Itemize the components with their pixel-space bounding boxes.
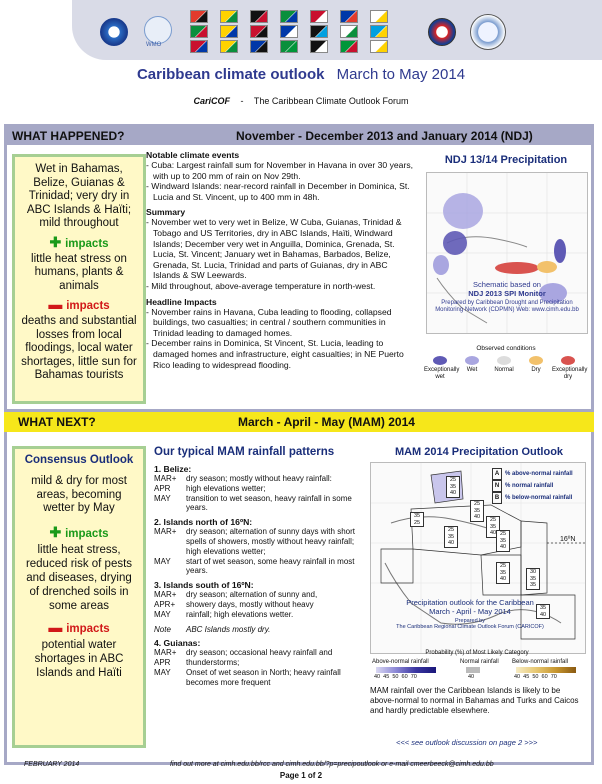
member-flag <box>250 40 268 53</box>
mam-prob-value: 25 <box>447 527 455 533</box>
ndj-legend-swatch <box>433 356 447 365</box>
member-flag <box>250 25 268 38</box>
region-row <box>154 658 362 668</box>
prob-below-label: Below-normal rainfall <box>512 659 569 665</box>
region-month: Note <box>154 624 171 634</box>
mam-prob-box <box>410 512 424 527</box>
ndj-legend-swatch <box>497 356 511 365</box>
mam-prob-value: 35 <box>499 537 507 544</box>
minus-icon: ▬ <box>48 296 67 312</box>
mam-prob-box <box>496 530 510 552</box>
what-next-period: March - April - May (MAM) 2014 <box>238 415 415 429</box>
ndj-legend-label: Exceptionally dry <box>552 367 588 380</box>
ndj-legend-swatch <box>529 356 543 365</box>
footer-links[interactable]: find out more at cimh.edu.bb/rcc and cimh.edu.bb/?p=precipoutlook or e-mail cmeerbeeck@cimh.edu.bb <box>170 761 494 768</box>
what-happened-label: WHAT HAPPENED? <box>12 129 125 143</box>
mam-map-title: MAM 2014 Precipitation Outlook <box>394 446 564 458</box>
member-flag <box>250 10 268 23</box>
wh-minus-label: impacts <box>66 300 110 312</box>
member-flag <box>280 40 298 53</box>
region-table <box>154 648 362 687</box>
plus-icon: ✚ <box>49 523 66 540</box>
region-heading: 1. Belize: <box>154 464 192 474</box>
wh-minus-impacts <box>15 298 143 313</box>
region-row <box>154 494 362 514</box>
member-flag <box>340 10 358 23</box>
subtitle-name: The Caribbean Climate Outlook Forum <box>253 96 409 106</box>
ndj-legend-item <box>488 356 520 374</box>
summary-item-1: - November wet to very wet in Belize, W Cuba, Guianas, Trinidad & Tobago and US Territories, dry in ABC Islands, Haïti, Windward Islands; December very wet in Anguilla, Dominica, Grenada, St. Lucia, St. Vincent; January wet in Bahamas, Barbados, Belize, Grenada, St. Lucia, Trinidad and parts of Guianas, dry in ABC Islands & SW Leewards. <box>146 217 402 281</box>
wn-minus-label: impacts <box>66 622 110 635</box>
mam-prob-value: 35 <box>489 523 497 530</box>
ndj-legend-item <box>520 356 552 374</box>
member-flag <box>310 40 328 53</box>
mam-cap-2: March - April - May 2014 <box>429 607 511 616</box>
prob-above-ticks: 40 45 50 60 70 <box>374 674 417 680</box>
mam-prob-value: 40 <box>539 611 547 618</box>
region-desc: rainfall; high elevations wetter. <box>186 609 294 619</box>
region-row <box>154 620 317 635</box>
mam-prob-value: 40 <box>489 530 497 536</box>
prob-above-label: Above-normal rainfall <box>372 659 429 665</box>
mam-key-letter: B <box>492 492 502 504</box>
ndj-legend-item <box>456 356 488 374</box>
ndj-exwet-windward <box>554 239 566 263</box>
region-table <box>154 474 362 513</box>
prob-normal-label: Normal rainfall <box>460 659 499 665</box>
ndj-legend <box>424 356 588 396</box>
region-month: APR <box>154 483 171 493</box>
wn-plus-label: impacts <box>65 527 109 540</box>
ndj-legend-item <box>424 356 460 381</box>
region-heading: 3. Islands south of 16ºN: <box>154 580 254 591</box>
mam-prob-box <box>526 568 540 590</box>
mam-prob-value: 35 <box>539 605 547 611</box>
ndj-dry-abc <box>495 262 539 274</box>
mam-prob-value: 40 <box>447 540 455 546</box>
member-flag <box>340 40 358 53</box>
ndj-note-3: Prepared by Caribbean Drought and Precipitation Monitoring Network (CDPMN) Web: www.cimh.edu.bb <box>435 300 579 313</box>
wh-summary: Wet in Bahamas, Belize, Guianas & Trinidad; very dry in ABC Islands & Haïti; mild throughout <box>26 163 132 229</box>
mam-map-text: MAM rainfall over the Caribbean Islands is likely to be above-normal to normal in Bahamas and Turks and Caicos and hardly predictable elsewhere. <box>370 686 579 715</box>
mam-key-text: % above-normal rainfall <box>505 471 573 477</box>
mam-prob-value: 35 <box>529 582 537 588</box>
wn-minus-impacts <box>15 618 143 636</box>
region-desc: showery days, mostly without heavy <box>186 599 314 609</box>
ndj-note-2: NDJ 2013 SPI Monitor <box>468 289 546 298</box>
mam-prob-value: 25 <box>489 517 497 523</box>
region-month: MAR+ <box>154 590 177 600</box>
prob-normal-scale <box>466 667 480 673</box>
member-flag <box>370 25 388 38</box>
member-flag <box>310 10 328 23</box>
patterns-title: Our typical MAM rainfall patterns <box>154 446 335 458</box>
member-flags <box>190 10 402 54</box>
region-month: APR <box>154 658 171 668</box>
region-month: MAY <box>154 609 171 619</box>
what-happened-period: November - December 2013 and January 2014 (NDJ) <box>236 129 533 143</box>
minus-icon: ▬ <box>48 618 67 635</box>
mam-cap-3: Prepared by <box>455 618 485 624</box>
ndj-dry-leewards <box>537 261 557 273</box>
member-flag <box>370 10 388 23</box>
wmo-logo <box>144 16 172 44</box>
mam-prob-value: 40 <box>449 490 457 496</box>
region-table <box>154 527 362 576</box>
region-desc: high elevations wetter; <box>186 483 266 493</box>
notable-item-1: - Cuba: Largest rainfall sum for November in Havana in over 30 years, with up to 200 mm of rain on Nov 29th. <box>146 160 414 181</box>
region-row <box>154 527 362 556</box>
mam-prob-box <box>444 526 458 548</box>
mam-prob-legend <box>370 659 584 685</box>
summary-heading: Summary <box>146 207 186 218</box>
plus-icon: ✚ <box>49 233 66 250</box>
region-desc: dry season; alternation of sunny and, <box>186 590 318 600</box>
ndj-wet-belize <box>433 255 449 275</box>
member-flag <box>220 25 238 38</box>
rainfall-patterns <box>154 460 362 688</box>
ndj-exwet-cuba <box>443 231 467 255</box>
mam-prob-value: 25 <box>413 519 421 526</box>
member-flag <box>190 10 208 23</box>
mam-prob-value: 25 <box>473 501 481 507</box>
region-desc: dry season; occasional heavy rainfall and <box>186 648 333 658</box>
ndj-map-title: NDJ 13/14 Precipitation <box>444 154 568 166</box>
subtitle-org: CariCOF <box>193 96 231 106</box>
noaa-logo <box>100 18 128 46</box>
wh-plus-text: little heat stress on humans, plants & animals <box>31 252 127 292</box>
member-flag <box>220 10 238 23</box>
page-title <box>0 66 602 83</box>
ndj-legend-label: Normal <box>494 367 514 373</box>
what-happened-box <box>12 154 146 404</box>
region-month: MAR+ <box>154 648 177 658</box>
region-month: APR+ <box>154 599 176 609</box>
mam-prob-value: 40 <box>499 576 507 582</box>
page-subtitle <box>0 96 602 106</box>
mam-cap-1: Precipitation outlook for the Caribbean <box>406 598 534 607</box>
ndj-map-note <box>432 280 582 314</box>
member-flag <box>220 40 238 53</box>
notable-item-2: - Windward Islands: near-record rainfall in December in Dominica, St. Lucia and St. Vincent, up to 400 mm in 48h. <box>146 181 410 202</box>
region-row <box>154 590 317 600</box>
region-month: MAY <box>154 667 171 677</box>
member-flag <box>280 25 298 38</box>
region-row <box>154 668 362 688</box>
ndj-legend-label: Exceptionally wet <box>424 367 460 380</box>
ndj-legend-item <box>552 356 588 381</box>
mam-key-text: % below-normal rainfall <box>505 495 573 501</box>
wh-minus-text: deaths and substantial losses from local floodings, local water shortages, little sun for Bahamas tourists <box>21 315 137 381</box>
cimh-logo <box>428 18 456 46</box>
title-right: March to May 2014 <box>336 66 466 83</box>
member-flag <box>340 25 358 38</box>
region-desc: dry season; mostly without heavy rainfall: <box>186 474 332 483</box>
prob-below-scale <box>516 667 576 673</box>
discussion-link[interactable]: <<< see outlook discussion on page 2 >>> <box>396 738 538 747</box>
region-row <box>154 484 362 494</box>
region-desc: transition to wet season, heavy rainfall in some years. <box>186 493 352 513</box>
mam-prob-value: 25 <box>449 477 457 483</box>
summary-item-2: - Mild throughout, above-average temperature in north-west. <box>146 280 376 291</box>
mam-prob-box <box>446 476 460 498</box>
mam-prob-value: 40 <box>499 544 507 550</box>
prob-above-scale <box>376 667 436 673</box>
ndj-legend-label: Wet <box>466 367 478 373</box>
mam-prob-value: 25 <box>499 531 507 537</box>
mam-prob-box <box>470 500 484 522</box>
mam-prob-value: 35 <box>473 507 481 514</box>
mam-prob-value: 35 <box>449 483 457 490</box>
impacts-heading: Headline Impacts <box>146 296 217 307</box>
region-desc: Onset of wet season in North; heavy rainfall becomes more frequent <box>186 667 341 687</box>
footer-page: Page 1 of 2 <box>279 771 323 780</box>
region-heading: 4. Guianas: <box>154 638 201 649</box>
carcof-logo <box>470 14 506 50</box>
region-heading: 2. Islands north of 16ºN: <box>154 517 253 528</box>
region-month: MAY <box>154 556 171 566</box>
wn-summary: mild & dry for most areas, becoming wetter by May <box>31 475 127 514</box>
member-flag <box>280 10 298 23</box>
notable-heading: Notable climate events <box>146 150 240 160</box>
member-flag <box>190 40 208 53</box>
region-table <box>154 590 317 634</box>
wn-minus-text: potential water shortages in ABC Islands and Haïti <box>34 638 124 679</box>
ndj-legend-swatch <box>561 356 575 365</box>
region-month: MAY <box>154 493 171 503</box>
what-next-box <box>12 446 146 748</box>
wh-plus-label: impacts <box>65 237 109 250</box>
mam-prob-title: Probability (%) of Most Likely Category <box>425 650 529 656</box>
ndj-legend-label: Dry <box>531 367 541 373</box>
prob-normal-ticks: 40 <box>468 674 475 680</box>
mam-cap-4: The Caribbean Regional Climate Outlook Forum (CARICOF) <box>396 624 544 630</box>
mam-key-text: % normal rainfall <box>505 483 554 489</box>
what-next-label: WHAT NEXT? <box>18 415 96 429</box>
mam-lat-label: 16ºN <box>560 536 576 543</box>
ndj-legend-title: Observed conditions <box>476 345 536 352</box>
mam-prob-value: 35 <box>413 513 421 519</box>
ndj-wet-bahamas <box>443 193 483 229</box>
wmo-logo-text: WMO <box>146 42 162 48</box>
member-flag <box>370 40 388 53</box>
mam-prob-value: 35 <box>447 533 455 540</box>
title-left: Caribbean climate outlook <box>136 66 325 83</box>
mam-prob-value: 30 <box>529 569 537 575</box>
mam-prob-box <box>496 562 510 584</box>
member-flag <box>190 25 208 38</box>
ndj-note-1: Schematic based on <box>473 280 541 289</box>
region-desc: dry season; alternation of sunny days with short spells of showers, mostly without heavy rainfall; high elevations wetter; <box>186 527 355 556</box>
mam-prob-value: 35 <box>529 575 537 582</box>
mam-key-letter: A <box>492 468 502 480</box>
wn-box-head: Consensus Outlook <box>24 454 134 466</box>
mam-prob-value: 40 <box>473 514 481 520</box>
subtitle-dash: - <box>240 96 244 106</box>
mam-key-letter: N <box>492 480 502 492</box>
region-month: MAR+ <box>154 527 177 537</box>
wn-plus-text: little heat stress, reduced risk of pests and diseases, drying of drenched soils in some areas <box>25 543 133 612</box>
impacts-item-1: - November rains in Havana, Cuba leading to flooding, collapsed buildings, two casualties; in central / southern communities in Trinidad leading to damaged homes. <box>146 306 392 338</box>
prob-below-ticks: 40 45 50 60 70 <box>514 674 557 680</box>
region-desc: thunderstorms; <box>186 658 240 668</box>
region-row <box>154 474 362 484</box>
mam-prob-value: 35 <box>499 569 507 576</box>
region-month: MAR+ <box>154 474 177 483</box>
mam-prob-value: 25 <box>499 563 507 569</box>
mam-map-caption <box>370 598 570 630</box>
region-row <box>154 610 317 620</box>
member-flag <box>310 25 328 38</box>
what-happened-text <box>146 150 416 370</box>
impacts-item-2: - December rains in Dominica, St Vincent, St. Lucia, leading to damaged homes and infrastructure, eight casualties; in NE Puerto Rico leading to widespread flooding. <box>146 338 404 370</box>
region-row <box>154 600 317 610</box>
region-row <box>154 557 362 577</box>
region-desc: start of wet season, some heavy rainfall in most years. <box>186 556 355 576</box>
footer-date: FEBRUARY 2014 <box>24 761 80 768</box>
region-row <box>154 648 362 658</box>
ndj-legend-swatch <box>465 356 479 365</box>
region-desc: ABC Islands mostly dry. <box>186 624 271 634</box>
wn-plus-impacts <box>15 523 143 541</box>
wh-plus-impacts <box>15 233 143 251</box>
